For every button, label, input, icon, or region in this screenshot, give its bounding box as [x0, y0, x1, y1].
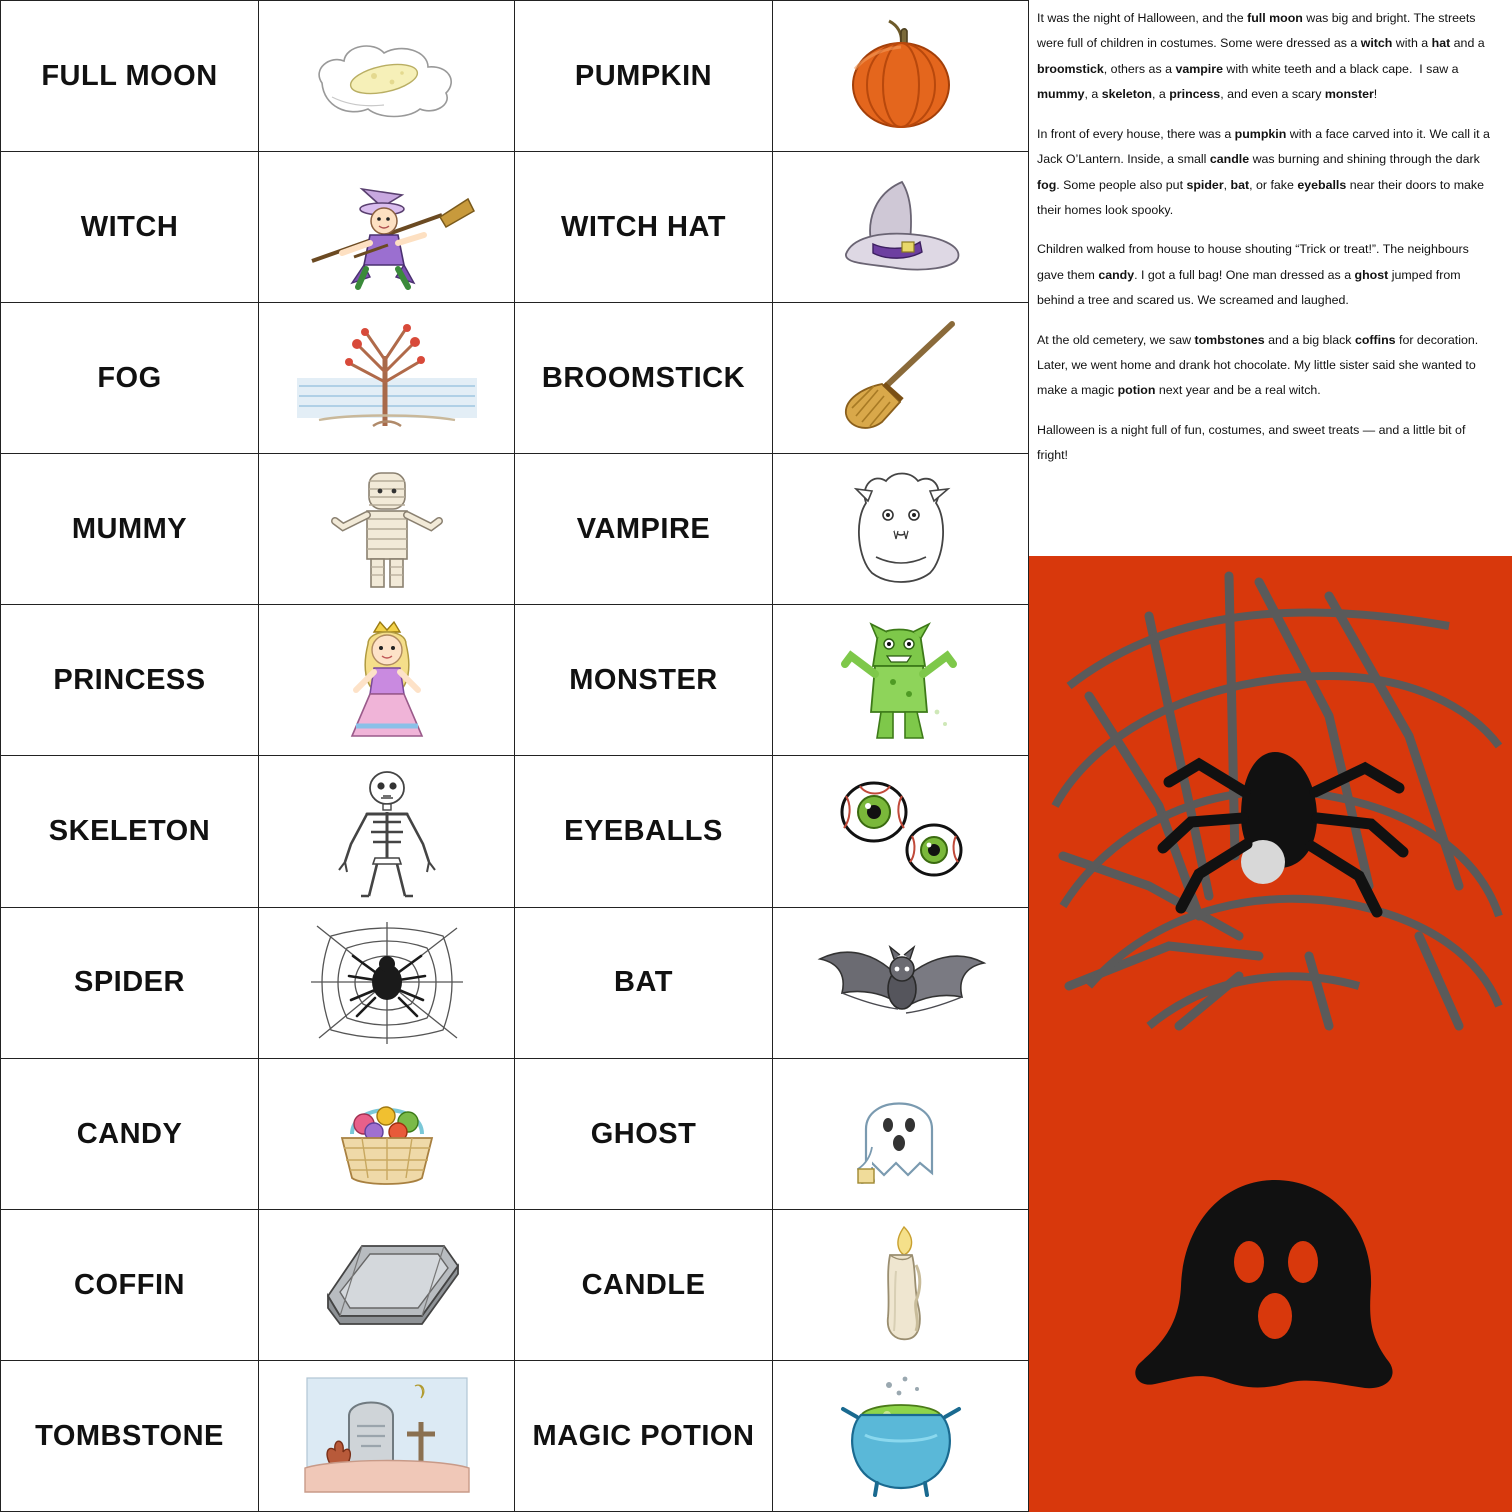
story-paragraph-5: Halloween is a night full of fun, costumes, and sweet treats — and a little bit of fright! — [1037, 422, 1466, 463]
vocab-picture-coffin — [259, 1209, 515, 1360]
vocab-word-bat: BAT — [515, 907, 773, 1058]
story-paragraph-4: At the old cemetery, we saw tombstones and a big black coffins for decoration. Later, we went home and drank hot chocolate. My little sister said she wanted to make a magic potion next year and be a real witch. — [1037, 332, 1479, 398]
vocab-picture-full-moon — [259, 1, 515, 152]
coffin-icon — [259, 1218, 514, 1352]
cauldron-icon — [773, 1369, 1028, 1503]
vocab-word-skeleton: SKELETON — [1, 756, 259, 907]
bat-icon — [773, 916, 1028, 1050]
halloween-art-panel — [1029, 556, 1512, 1512]
tombstone-icon — [259, 1369, 514, 1503]
vocab-word-pumpkin: PUMPKIN — [515, 1, 773, 152]
spider-web-illustration — [1029, 556, 1512, 1116]
table-row — [1, 303, 1029, 454]
eyeballs-icon — [773, 765, 1028, 899]
table-row — [1, 907, 1029, 1058]
vocab-word-tombstone: TOMBSTONE — [1, 1360, 259, 1511]
vocab-word-fog: FOG — [1, 303, 259, 454]
table-row — [1, 756, 1029, 907]
witch-icon — [259, 160, 514, 294]
vocab-word-full-moon: FULL MOON — [1, 1, 259, 152]
vampire-icon — [773, 462, 1028, 596]
vocab-picture-pumpkin — [773, 1, 1029, 152]
table-row — [1, 605, 1029, 756]
vocab-picture-tombstone — [259, 1360, 515, 1511]
vocab-picture-fog — [259, 303, 515, 454]
vocab-picture-bat — [773, 907, 1029, 1058]
table-row — [1, 152, 1029, 303]
candy-basket-icon — [259, 1067, 514, 1201]
black-ghost-illustration — [1125, 1176, 1425, 1426]
vocab-word-mummy: MUMMY — [1, 454, 259, 605]
table-row — [1, 1, 1029, 152]
vocab-word-ghost: GHOST — [515, 1058, 773, 1209]
vocab-picture-magic-potion — [773, 1360, 1029, 1511]
table-row — [1, 1360, 1029, 1511]
story-paragraph-3: Children walked from house to house shouting “Trick or treat!”. The neighbours gave them candy. I got a full bag! One man dressed as a ghost jumped from behind a tree and scared us. We screamed and laughed. — [1037, 242, 1469, 308]
vocab-picture-candle — [773, 1209, 1029, 1360]
table-row — [1, 454, 1029, 605]
vocab-picture-broomstick — [773, 303, 1029, 454]
broomstick-icon — [773, 311, 1028, 445]
vocab-picture-skeleton — [259, 756, 515, 907]
vocab-word-witch-hat: WITCH HAT — [515, 152, 773, 303]
vocab-word-magic-potion: MAGIC POTION — [515, 1360, 773, 1511]
vocab-picture-candy — [259, 1058, 515, 1209]
candle-icon — [773, 1218, 1028, 1352]
vocab-word-witch: WITCH — [1, 152, 259, 303]
vocab-picture-witch-hat — [773, 152, 1029, 303]
vocab-picture-witch — [259, 152, 515, 303]
vocab-word-candy: CANDY — [1, 1058, 259, 1209]
pumpkin-icon — [773, 9, 1028, 143]
vocab-picture-vampire — [773, 454, 1029, 605]
spider-web-icon — [259, 916, 514, 1050]
vocab-picture-spider — [259, 907, 515, 1058]
vocab-word-monster: MONSTER — [515, 605, 773, 756]
vocab-picture-eyeballs — [773, 756, 1029, 907]
fog-icon — [259, 311, 514, 445]
monster-icon — [773, 613, 1028, 747]
story-paragraph-2: In front of every house, there was a pumpkin with a face carved into it. We call it a Jack O’Lantern. Inside, a small candle was burning and shining through the dark fog. Some people also put spider, bat, or fake eyeballs near their doors to make their homes look spooky. — [1037, 126, 1490, 217]
story-paragraph-1: It was the night of Halloween, and the full moon was big and bright. The streets were full of children in costumes. Some were dressed as a witch with a hat and a broomstick, others as a vampire with white teeth and a black cape. I saw a mummy, a skeleton, a princess, and even a scary monster! — [1037, 11, 1485, 102]
vocab-word-vampire: VAMPIRE — [515, 454, 773, 605]
vocab-word-broomstick: BROOMSTICK — [515, 303, 773, 454]
vocab-word-princess: PRINCESS — [1, 605, 259, 756]
table-row — [1, 1058, 1029, 1209]
vocab-picture-mummy — [259, 454, 515, 605]
table-row — [1, 1209, 1029, 1360]
ghost-icon — [773, 1067, 1028, 1201]
story-text-panel — [1029, 0, 1512, 560]
vocab-word-eyeballs: EYEBALLS — [515, 756, 773, 907]
vocabulary-table-body — [1, 1, 1029, 1512]
vocab-word-spider: SPIDER — [1, 907, 259, 1058]
princess-icon — [259, 613, 514, 747]
vocab-picture-monster — [773, 605, 1029, 756]
vocab-picture-princess — [259, 605, 515, 756]
mummy-icon — [259, 462, 514, 596]
full-moon-icon — [259, 9, 514, 143]
skeleton-icon — [259, 765, 514, 899]
vocab-picture-ghost — [773, 1058, 1029, 1209]
vocab-word-candle: CANDLE — [515, 1209, 773, 1360]
vocab-word-coffin: COFFIN — [1, 1209, 259, 1360]
witch-hat-icon — [773, 160, 1028, 294]
